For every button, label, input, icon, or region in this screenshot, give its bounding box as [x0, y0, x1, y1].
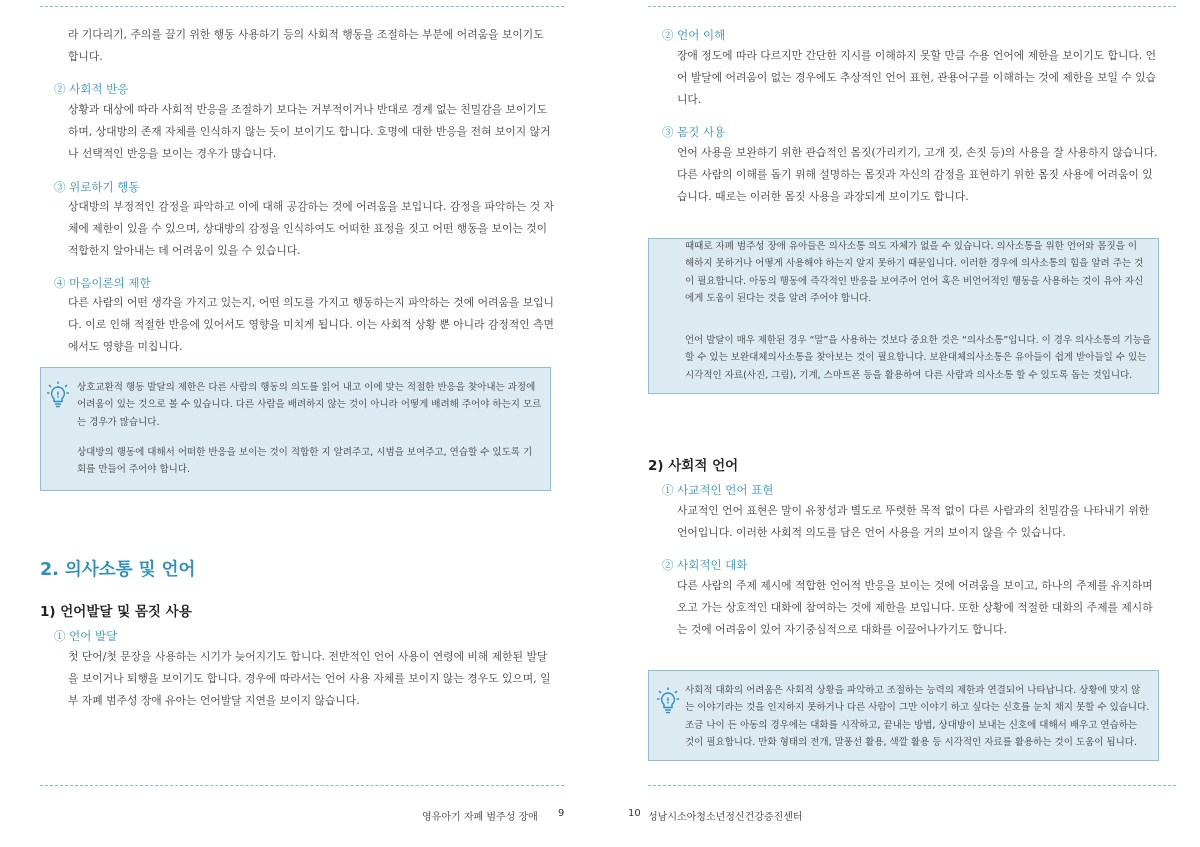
top-divider	[40, 6, 564, 7]
subsection-title: 1) 언어발달 및 몸짓 사용	[40, 604, 192, 620]
footer-title: 영유아기 자폐 범주성 장애	[422, 812, 538, 823]
section-title: 2. 의사소통 및 언어	[40, 560, 196, 580]
lightbulb-icon	[47, 381, 69, 409]
gesture-paragraph: 언어 사용을 보완하기 위한 관습적인 몸짓(가리키기, 고개 짓, 손짓 등)의 사용을 잘 사용하지 않습니다. 다른 사람의 이해를 돕기 위해 설명하는 몸짓과 자신의 감정을 표현하기 위한 몸짓 사용에 어려움이 있 습니다. 때로는 이러한 몸짓 사용을 과장되게 보이기도 합니다.	[677, 146, 1158, 203]
info-paragraph-1: 때때로 자폐 범주성 장애 유아들은 의사소통 의도 자체가 없을 수 있습니다. 의사소통을 위한 언어와 몸짓을 이 해하지 못하거나 어떻게 사용해야 하는지 알지 못하기 때문입니다. 이러한 경우에 의사소통의 힘을 알려 주는 것 이 필요합니다. 아동의 행동에 즉각적인 반응을 보여주어 언어 혹은 비언어적인 행동을 사용하는 것이 유아 자신 에게 도움이 된다는 것을 알려 주어야 합니다.	[685, 241, 1144, 305]
top-divider	[648, 6, 1176, 7]
gesture-heading: ③ 몸짓 사용	[662, 125, 726, 139]
comforting-paragraph: 상대방의 부정적인 감정을 파악하고 이에 대해 공감하는 것에 어려움을 보입니다. 감정을 파악하는 것 자 체에 제한이 있을 수 있으며, 상대방의 감정을 인식하여도 어떠한 표정을 짓고 어떤 행동을 보이는 것이 적합한지 알아내는 데 어려움이 있을 수 있습니다.	[68, 200, 554, 257]
page-number: 9	[558, 808, 565, 819]
theory-of-mind-heading: ④ 마음이론의 제한	[54, 276, 151, 290]
subsection-title: 2) 사회적 언어	[648, 458, 739, 474]
right-page	[628, 0, 1164, 847]
intro-paragraph: 라 기다리기, 주의를 끌기 위한 행동 사용하기 등의 사회적 행동을 조절하는 부분에 어려움을 보이기도 합니다.	[68, 28, 544, 63]
tip-box	[648, 670, 1159, 761]
language-comp-heading: ② 언어 이해	[662, 28, 726, 42]
bottom-divider	[648, 785, 1176, 786]
tip-paragraph-1: 상호교환적 행동 발달의 제한은 다른 사람의 행동의 의도를 읽어 내고 이에 맞는 적절한 반응을 찾아내는 과정에 어려움이 있는 것으로 볼 수 있습니다. 다른 사람을 배려하지 않는 것이 아니라 어떻게 배려해 주어야 하는지 모르 는 경우가 많습니다.	[77, 382, 542, 428]
svg-text:!: !	[56, 390, 60, 400]
tip-paragraph-2: 상대방의 행동에 대해서 어떠한 반응을 보이는 것이 적합한 지 알려주고, 시범을 보여주고, 연습할 수 있도록 기 회를 만들어 주어야 합니다.	[77, 447, 533, 476]
page-number: 10	[628, 808, 641, 819]
info-paragraph-2: 언어 발달이 매우 제한된 경우 “말”을 사용하는 것보다 중요한 것은 “의사소통”입니다. 이 경우 의사소통의 기능을 할 수 있는 보완대체의사소통을 찾아보는 것이 필요합니다. 보완대체의사소통은 유아들이 쉽게 받아들일 수 있는 시각적인 자료(사진, 그림), 기계, 스마트폰 등을 활용하여 다른 사람과 의사소통 할 수 있도록 돕는 것입니다.	[685, 335, 1151, 381]
theory-of-mind-paragraph: 다른 사람의 어떤 생각을 가지고 있는지, 어떤 의도를 가지고 행동하는지 파악하는 것에 어려움을 보입니 다. 이로 인해 적절한 반응에 있어서도 영향을 미치게 됩니다. 이는 사회적 상황 뿐 아니라 감정적인 측면 에서도 영향을 미칩니다.	[68, 296, 554, 353]
tip-paragraph: 사회적 대화의 어려움은 사회적 상황을 파악하고 조절하는 능력의 제한과 연결되어 나타납니다. 상황에 맞지 않 는 이야기라는 것을 인지하지 못하거나 다른 사람이 그만 이야기 하고 싶다는 신호를 눈치 채지 못할 수 있습니다. 조금 나이 든 아동의 경우에는 대화를 시작하고, 끝내는 방법, 상대방이 보내는 신호에 대해서 배우고 연습하는 것이 필요합니다. 만화 형태의 전개, 말풍선 활용, 색깔 활용 등 시각적인 자료를 활용하는 것이 도움이 됩니다.	[685, 685, 1150, 749]
conversation-paragraph: 다른 사람의 주제 제시에 적합한 언어적 반응을 보이는 것에 어려움을 보이고, 하나의 주제를 유지하며 오고 가는 상호적인 대화에 참여하는 것에 제한을 보입니다. 또한 상황에 적절한 대화의 주제를 제시하 는 것에 어려움이 있어 자기중심적으로 대화를 이끌어나가기도 합니다.	[677, 579, 1153, 636]
language-dev-paragraph: 첫 단어/첫 문장을 사용하는 시기가 늦어지기도 합니다. 전반적인 언어 사용이 연령에 비해 제한된 발달 을 보이거나 퇴행을 보이기도 합니다. 경우에 따라서는 언어 사용 자체를 보이지 않는 경우도 있으며, 일 부 자폐 범주성 장애 유아는 언어발달 지연을 보이지 않습니다.	[68, 650, 551, 707]
comforting-heading: ③ 위로하기 행동	[54, 180, 140, 194]
left-page	[36, 0, 565, 847]
bottom-divider	[40, 785, 564, 786]
language-dev-heading: ① 언어 발달	[54, 629, 118, 643]
language-comp-paragraph: 장애 정도에 따라 다르지만 간단한 지시를 이해하지 못할 만큼 수용 언어에 제한을 보이기도 합니다. 언 어 발달에 어려움이 없는 경우에도 추상적인 언어 표현, 관용어구를 이해하는 것에 제한을 보일 수 있습 니다.	[677, 49, 1157, 106]
svg-text:!: !	[666, 696, 670, 706]
tip-box	[40, 367, 551, 491]
social-response-heading: ② 사회적 반응	[54, 82, 129, 96]
conversation-heading: ② 사회적인 대화	[662, 558, 748, 572]
social-response-paragraph: 상황과 대상에 따라 사회적 반응을 조절하기 보다는 거부적이거나 반대로 경계 없는 친밀감을 보이기도 하며, 상대방의 존재 자체를 인식하지 않는 듯이 보이기도 합니다. 호명에 대한 반응을 전혀 보이지 않거 나 선택적인 반응을 보이는 경우가 많습니다.	[68, 103, 551, 160]
social-expression-paragraph: 사교적인 언어 표현은 말이 유창성과 별도로 뚜렷한 목적 없이 다른 사람과의 친밀감을 나타내기 위한 언어입니다. 이러한 사회적 의도를 담은 언어 사용을 거의 보이지 않을 수 있습니다.	[677, 504, 1150, 539]
lightbulb-icon	[657, 687, 679, 715]
footer-title: 성남시소아청소년정신건강증진센터	[648, 812, 803, 823]
social-expression-heading: ① 사교적인 언어 표현	[662, 483, 774, 497]
info-box	[648, 238, 1159, 394]
